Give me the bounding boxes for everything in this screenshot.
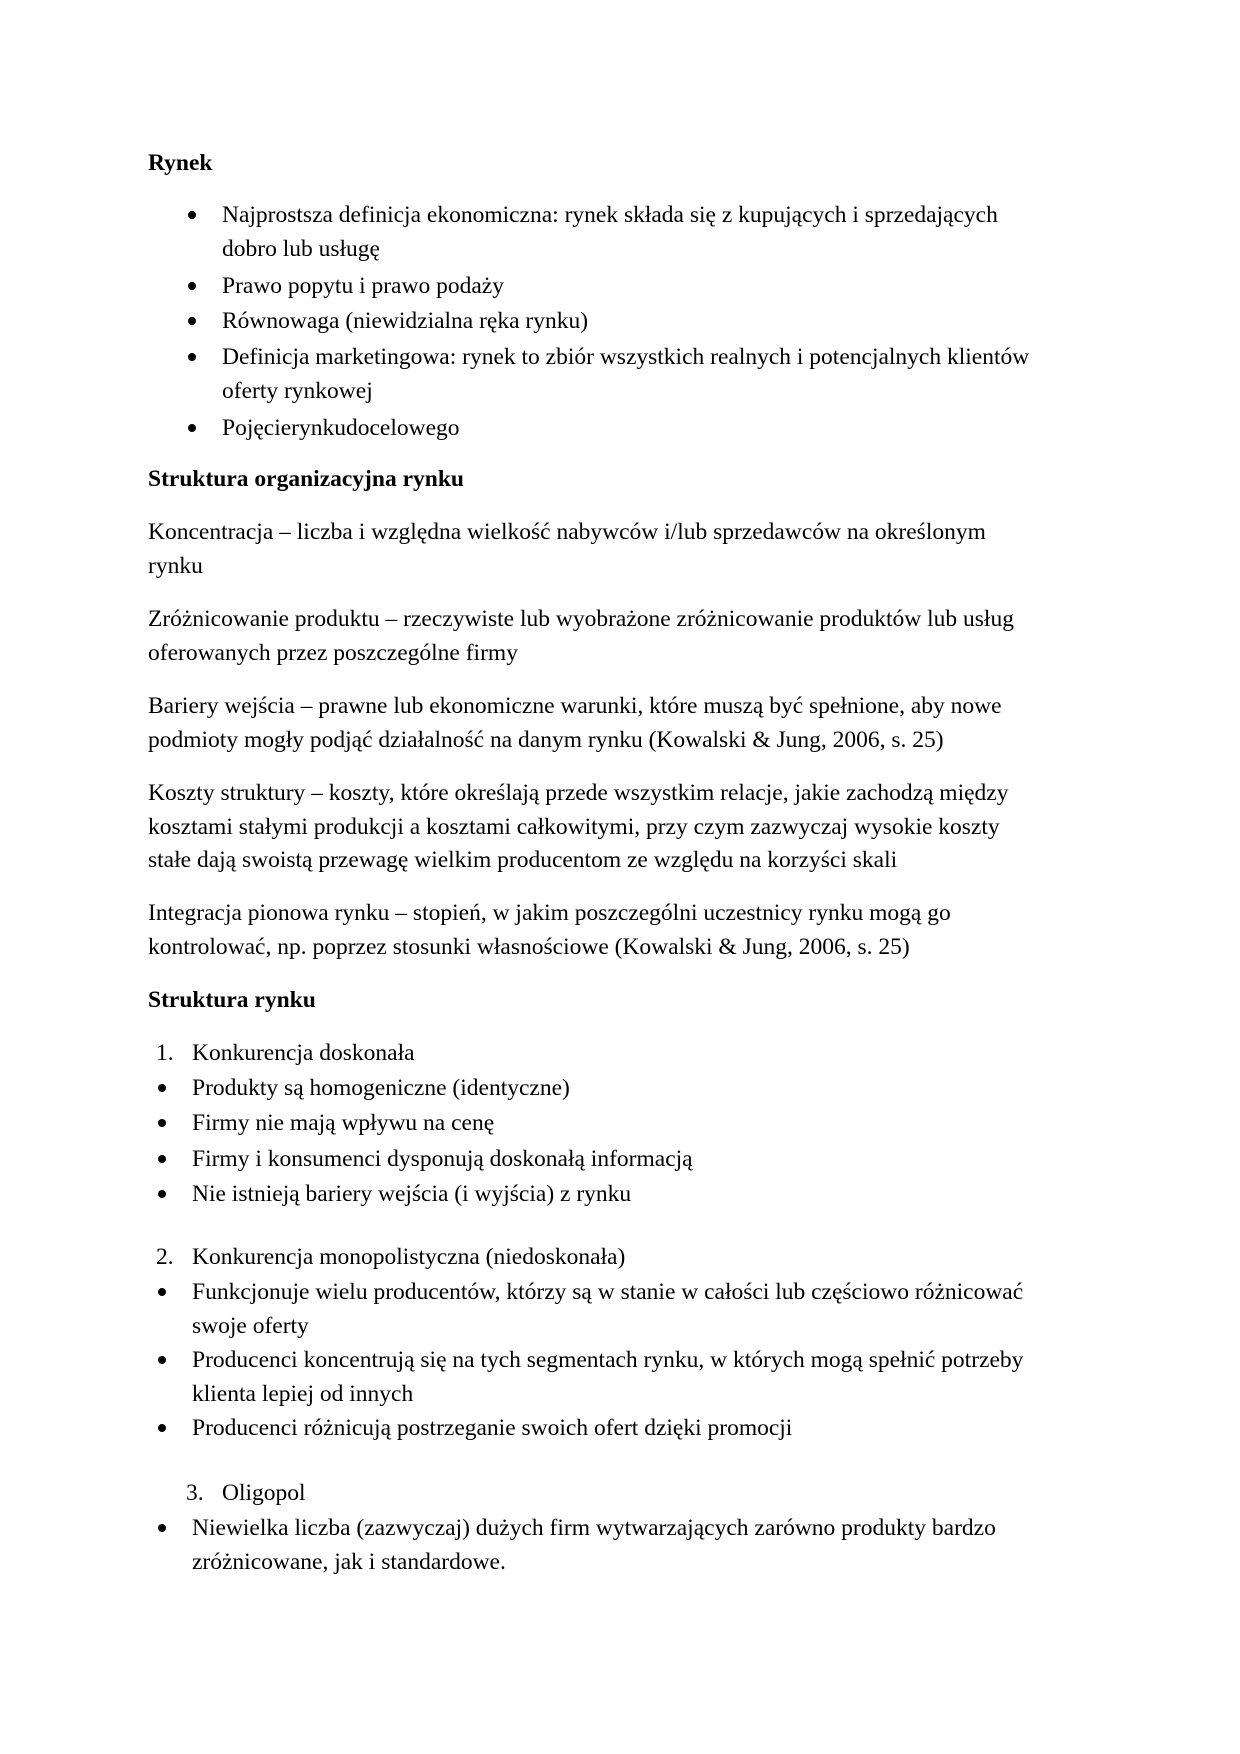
bullet-item-line: Niewielka liczba (zazwyczaj) dużych firm wytwarzających zarówno produkty bardzo — [192, 1515, 996, 1541]
bullet-icon — [158, 1155, 166, 1163]
bullet-item-line: Pojęcierynkudocelowego — [222, 415, 460, 441]
bullet-item-line: Producenci koncentrują się na tych segmentach rynku, w których mogą spełnić potrzeby — [192, 1347, 1024, 1373]
list-number: 2. — [156, 1244, 174, 1270]
bullet-item-line: Producenci różnicują postrzeganie swoich ofert dzięki promocji — [192, 1415, 793, 1441]
bullet-item-line: swoje oferty — [192, 1313, 309, 1339]
bullet-item-line: Produkty są homogeniczne (identyczne) — [192, 1075, 570, 1101]
paragraph-line: Zróżnicowanie produktu – rzeczywiste lub wyobrażone zróżnicowanie produktów lub usług — [148, 606, 1014, 632]
paragraph-line: Integracja pionowa rynku – stopień, w jakim poszczególni uczestnicy rynku mogą go — [148, 900, 951, 926]
bullet-icon — [188, 282, 196, 290]
section-heading-struktura-rynku: Struktura rynku — [148, 987, 316, 1013]
bullet-item-line: dobro lub usługę — [222, 236, 380, 262]
bullet-item-line: Równowaga (niewidzialna ręka rynku) — [222, 308, 589, 334]
paragraph-line: Koncentracja – liczba i względna wielkość nabywców i/lub sprzedawców na określonym — [148, 519, 986, 545]
paragraph-line: Bariery wejścia – prawne lub ekonomiczne warunki, które muszą być spełnione, aby nowe — [148, 693, 1002, 719]
bullet-icon — [158, 1190, 166, 1198]
bullet-icon — [188, 211, 196, 219]
bullet-icon — [158, 1524, 166, 1532]
bullet-icon — [158, 1424, 166, 1432]
bullet-item-line: zróżnicowane, jak i standardowe. — [192, 1549, 506, 1575]
section-heading-rynek: Rynek — [148, 150, 213, 176]
paragraph-line: stałe dają swoistą przewagę wielkim producentom ze względu na korzyści skali — [148, 847, 898, 873]
bullet-item-line: Firmy i konsumenci dysponują doskonałą informacją — [192, 1146, 693, 1172]
section-heading-struktura-organizacyjna: Struktura organizacyjna rynku — [148, 466, 464, 492]
bullet-icon — [188, 424, 196, 432]
paragraph-line: oferowanych przez poszczególne firmy — [148, 640, 518, 666]
bullet-icon — [158, 1356, 166, 1364]
bullet-item-line: Prawo popytu i prawo podaży — [222, 273, 504, 299]
paragraph-line: rynku — [148, 553, 203, 579]
bullet-item-line: oferty rynkowej — [222, 378, 373, 404]
bullet-item-line: klienta lepiej od innych — [192, 1381, 414, 1407]
list-number: 1. — [156, 1040, 174, 1066]
bullet-item-line: Funkcjonuje wielu producentów, którzy są w stanie w całości lub częściowo różnicować — [192, 1279, 1024, 1305]
bullet-icon — [158, 1288, 166, 1296]
list-number: 3. — [186, 1480, 204, 1506]
paragraph-line: kosztami stałymi produkcji a kosztami całkowitymi, przy czym zazwyczaj wysokie koszty — [148, 814, 1000, 840]
paragraph-line: podmioty mogły podjąć działalność na danym rynku (Kowalski & Jung, 2006, s. 25) — [148, 727, 944, 753]
paragraph-line: kontrolować, np. poprzez stosunki własnościowe (Kowalski & Jung, 2006, s. 25) — [148, 934, 910, 960]
bullet-item-line: Firmy nie mają wpływu na cenę — [192, 1110, 495, 1136]
bullet-item-line: Definicja marketingowa: rynek to zbiór wszystkich realnych i potencjalnych klientów — [222, 344, 1030, 370]
bullet-icon — [188, 353, 196, 361]
paragraph-line: Koszty struktury – koszty, które określają przede wszystkim relacje, jakie zachodzą między — [148, 780, 1009, 806]
bullet-icon — [188, 317, 196, 325]
list-item-title: Oligopol — [222, 1480, 306, 1506]
bullet-icon — [158, 1084, 166, 1092]
bullet-icon — [158, 1119, 166, 1127]
bullet-item-line: Najprostsza definicja ekonomiczna: rynek składa się z kupujących i sprzedających — [222, 202, 998, 228]
list-item-title: Konkurencja monopolistyczna (niedoskonała) — [192, 1244, 626, 1270]
list-item-title: Konkurencja doskonała — [192, 1040, 415, 1066]
bullet-item-line: Nie istnieją bariery wejścia (i wyjścia) z rynku — [192, 1181, 632, 1207]
